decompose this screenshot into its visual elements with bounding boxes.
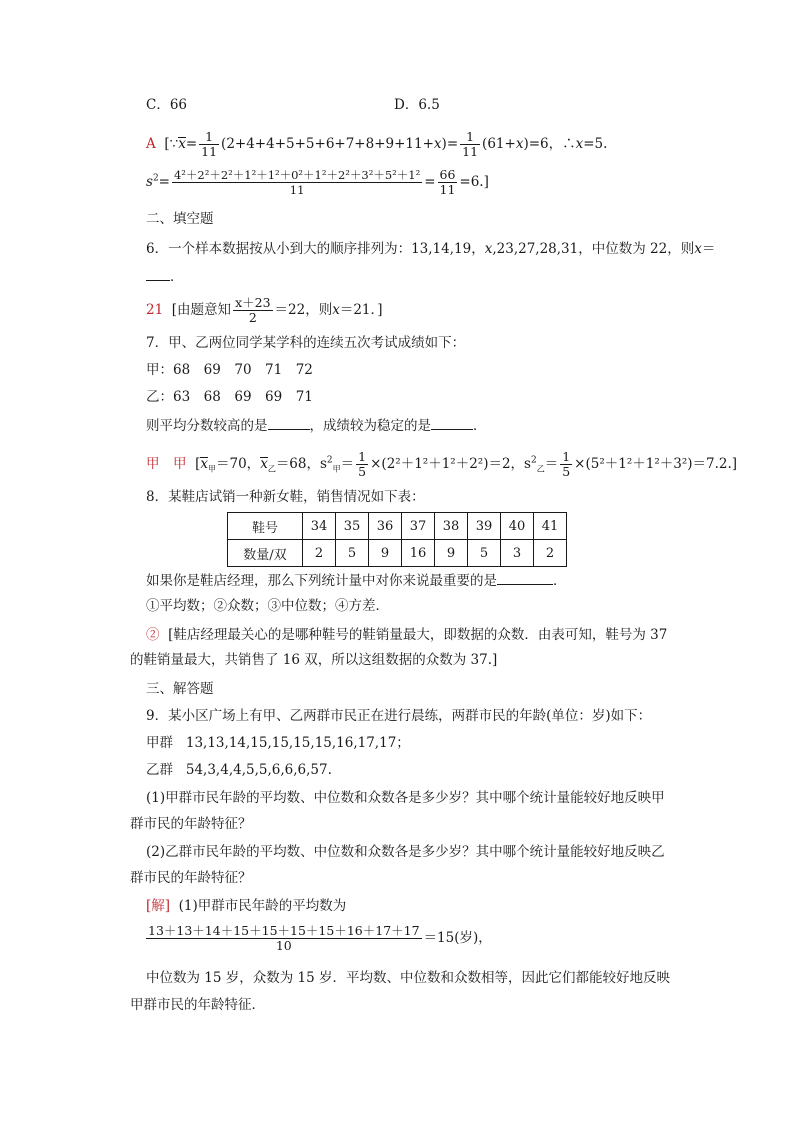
table-cell: 5 <box>468 540 501 567</box>
shoe-sales-table <box>227 512 567 567</box>
q8-options: ①平均数；②众数；③中位数；④方差． <box>146 598 389 614</box>
q9-solution-line2: 中位数为 15 岁，众数为 15 岁．平均数、中位数和众数相等，因此它们都能较好地反映 <box>146 970 671 986</box>
answer-blank <box>431 415 473 430</box>
q8-answer-line1: ② [鞋店经理最关心的是哪种鞋号的鞋销量最大，即数据的众数．由表可知，鞋号为 37 <box>146 627 668 643</box>
table-cell: 2 <box>303 540 336 567</box>
fraction: $\frac{13+13+14+15+15+15+15+16+17+17}{10}$ <box>148 923 420 953</box>
q9-part2-line2: 群市民的年龄特征？ <box>130 870 252 886</box>
table-cell: 38 <box>435 513 468 540</box>
fraction: $\frac{x+23}{2}$ <box>235 295 271 325</box>
fraction: $\frac{\text{4²＋2²＋2²＋1²＋1²＋0²＋1²＋2²＋3²＋5²＋1²}}{11}$ <box>173 168 421 197</box>
table-cell: 41 <box>534 513 567 540</box>
q9-solution-line3: 甲群市民的年龄特征． <box>130 997 265 1013</box>
table-cell: 9 <box>369 540 402 567</box>
q8-answer-line2: 的鞋销量最大，共销售了 16 双，所以这组数据的众数为 37.] <box>130 652 498 668</box>
q9-solution-intro: [解] (1)甲群市民年龄的平均数为 <box>146 898 347 914</box>
q5-answer-line1: A [∵x= $\frac{1}{11}$ (2+4+4+5+5+6+7+8+9+11+x)= $\frac{1}{11}$ (61+x)=6，∴x=5. <box>146 129 608 159</box>
q9-part1-line1: (1)甲群市民年龄的平均数、中位数和众数各是多少岁？其中哪个统计量能较好地反映甲 <box>146 790 665 806</box>
q5-bracket: [∵ <box>164 136 179 152</box>
q7-jia-scores: 甲：68 69 70 71 72 <box>146 362 313 378</box>
table-cell: 34 <box>303 513 336 540</box>
q7-question: 7．甲、乙两位同学某学科的连续五次考试成绩如下： <box>146 335 466 351</box>
answer-blank <box>146 266 170 281</box>
q7-yi-scores: 乙：63 68 69 69 71 <box>146 389 313 405</box>
section-title: 三、解答题 <box>146 681 214 697</box>
q8-question: 8．某鞋店试销一种新女鞋，销售情况如下表： <box>146 489 425 505</box>
table-cell: 9 <box>435 540 468 567</box>
table-cell: 36 <box>369 513 402 540</box>
q9-part1-line2: 群市民的年龄特征？ <box>130 816 252 832</box>
table-cell: 37 <box>402 513 435 540</box>
option-d: D．6.5 <box>394 97 440 113</box>
table-cell: 5 <box>336 540 369 567</box>
q7-answer: 甲 甲 [$x_甲=70$，$x_乙=68$，$s^2_甲=$ $\frac{1}{5}$ ×(2²＋1²＋1²＋2²)＝2，$s^2_乙=$ $\frac{1}{5}$ ×(5²＋1²＋1²＋3²)＝7.2.] <box>146 449 738 479</box>
answer-blank <box>268 415 310 430</box>
q6-question: 6．一个样本数据按从小到大的顺序排列为：13,14,19，x,23,27,28,31，中位数为 22，则x＝ <box>146 241 716 257</box>
table-cell: 40 <box>501 513 534 540</box>
q6-blank-line: ． <box>146 266 184 286</box>
section-title: 二、填空题 <box>146 211 214 227</box>
table-header-cell: 鞋号 <box>228 513 303 540</box>
table-cell: 2 <box>534 540 567 567</box>
q6-answer: 21 [由题意知 $\frac{x+23}{2}$ ＝22，则x＝21．] <box>146 295 383 325</box>
table-cell: 35 <box>336 513 369 540</box>
table-header-cell: 数量/双 <box>228 540 303 567</box>
q9-part2-line1: (2)乙群市民年龄的平均数、中位数和众数各是多少岁？其中哪个统计量能较好地反映乙 <box>146 844 665 860</box>
fraction: $\frac{1}{5}$ <box>358 449 367 479</box>
q9-question: 9．某小区广场上有甲、乙两群市民正在进行晨练，两群市民的年龄(单位：岁)如下： <box>146 708 652 724</box>
q9-solution-fraction: $\frac{13+13+14+15+15+15+15+16+17+17}{10}$ ＝15(岁)， <box>148 923 492 953</box>
solution-tag: [解] <box>146 898 171 914</box>
table-cell: 3 <box>501 540 534 567</box>
answer-blank <box>497 570 553 585</box>
q9-yi-ages: 乙群 54,3,4,4,5,5,6,6,6,57. <box>146 762 332 778</box>
q5-variance-line: $s^2=$ $\frac{\text{4²＋2²＋2²＋1²＋1²＋0²＋1²＋2²＋3²＋5²＋1²}}{11}$ = $\frac{66}{11}$ =6.] <box>146 167 489 197</box>
table-row <box>228 513 567 540</box>
q5-answer-letter: A <box>146 136 156 152</box>
table-row <box>228 540 567 567</box>
table-cell: 16 <box>402 540 435 567</box>
fraction: $\frac{1}{5}$ <box>562 449 571 479</box>
fraction: $\frac{1}{11}$ <box>462 129 479 159</box>
q7-prompt: 则平均分数较高的是 ，成绩较为稳定的是 ． <box>146 415 487 435</box>
fraction: $\frac{1}{11}$ <box>201 129 218 159</box>
fraction: $\frac{66}{11}$ <box>439 167 456 197</box>
table-cell: 39 <box>468 513 501 540</box>
xbar-symbol: x <box>178 136 186 152</box>
q9-jia-ages: 甲群 13,13,14,15,15,15,15,16,17,17； <box>146 735 410 751</box>
option-c: C．66 <box>146 97 188 113</box>
q8-prompt: 如果你是鞋店经理，那么下列统计量中对你来说最重要的是 ． <box>146 570 567 590</box>
